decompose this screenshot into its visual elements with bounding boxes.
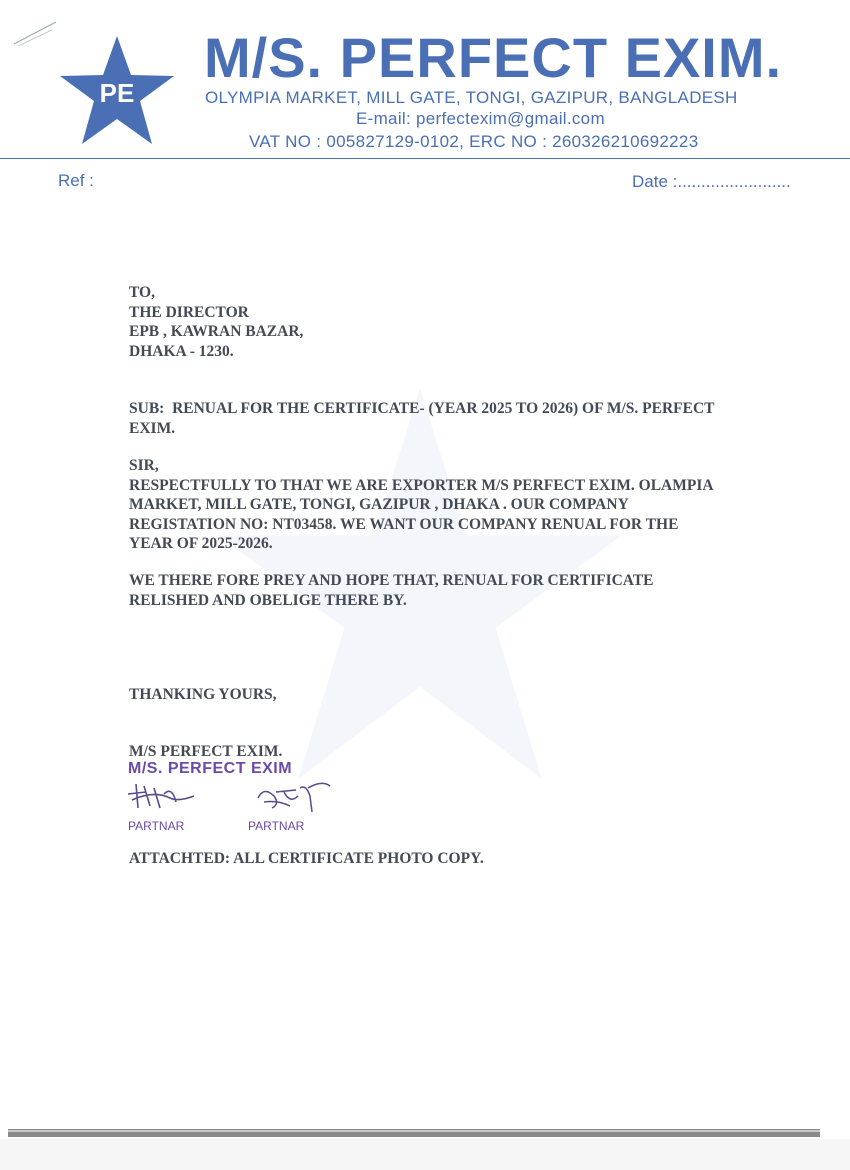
paragraph-line: RESPECTFULLY TO THAT WE ARE EXPORTER M/S PERFECT EXIM. OLAMPIA: [129, 476, 714, 494]
date-label: Date :........................: [632, 172, 791, 191]
partner-label-2: PARTNAR: [248, 819, 305, 833]
paragraph-line: REGISTATION NO: NT03458. WE WANT OUR COMPANY RENUAL FOR THE: [129, 515, 679, 533]
attachment-note: ATTACHTED: ALL CERTIFICATE PHOTO COPY.: [129, 850, 484, 867]
paragraph-line: MARKET, MILL GATE, TONGI, GAZIPUR , DHAKA . OUR COMPANY: [129, 496, 629, 513]
company-logo-star-icon: [58, 34, 176, 146]
recipient-line: EPB , KAWRAN BAZAR,: [129, 323, 304, 340]
partner-label-1: PARTNAR: [128, 819, 185, 833]
recipient-line: TO,: [129, 284, 155, 301]
subject-line: SUB: RENUAL FOR THE CERTIFICATE- (YEAR 2025 TO 2026) OF M/S. PERFECT: [129, 400, 715, 417]
stamp-company-name: M/S. PERFECT EXIM: [128, 760, 293, 777]
letterhead-divider: [0, 158, 850, 159]
recipient-line: THE DIRECTOR: [129, 303, 249, 321]
scan-edge-bar: [0, 1127, 850, 1139]
recipient-block: [129, 283, 303, 361]
signature-right: [250, 778, 334, 818]
salutation: SIR,: [129, 457, 159, 474]
scan-scratch: [12, 18, 62, 48]
paragraph-line: RELISHED AND OBELIGE THERE BY.: [129, 591, 407, 609]
paragraph-line: YEAR OF 2025-2026.: [129, 535, 273, 552]
subject-block: [129, 399, 715, 438]
company-registration: VAT NO : 005827129-0102, ERC NO : 260326210692223: [249, 132, 699, 151]
salutation-block: [129, 456, 714, 554]
signatory-name: M/S PERFECT EXIM.: [129, 743, 283, 760]
ref-label: Ref :: [58, 171, 94, 190]
closing: THANKING YOURS,: [129, 686, 277, 703]
page-bottom-edge: [0, 1139, 850, 1170]
company-email: E-mail: perfectexim@gmail.com: [356, 109, 605, 128]
signature-left: [124, 780, 202, 816]
subject-line: EXIM.: [129, 419, 176, 437]
paragraph-2: [129, 571, 654, 610]
company-name: M/S. PERFECT EXIM.: [204, 26, 783, 89]
paragraph-line: WE THERE FORE PREY AND HOPE THAT, RENUAL FOR CERTIFICATE: [129, 572, 654, 589]
recipient-line: DHAKA - 1230.: [129, 342, 234, 360]
company-address: OLYMPIA MARKET, MILL GATE, TONGI, GAZIPUR, BANGLADESH: [205, 88, 738, 107]
logo-initials: PE: [99, 78, 135, 108]
